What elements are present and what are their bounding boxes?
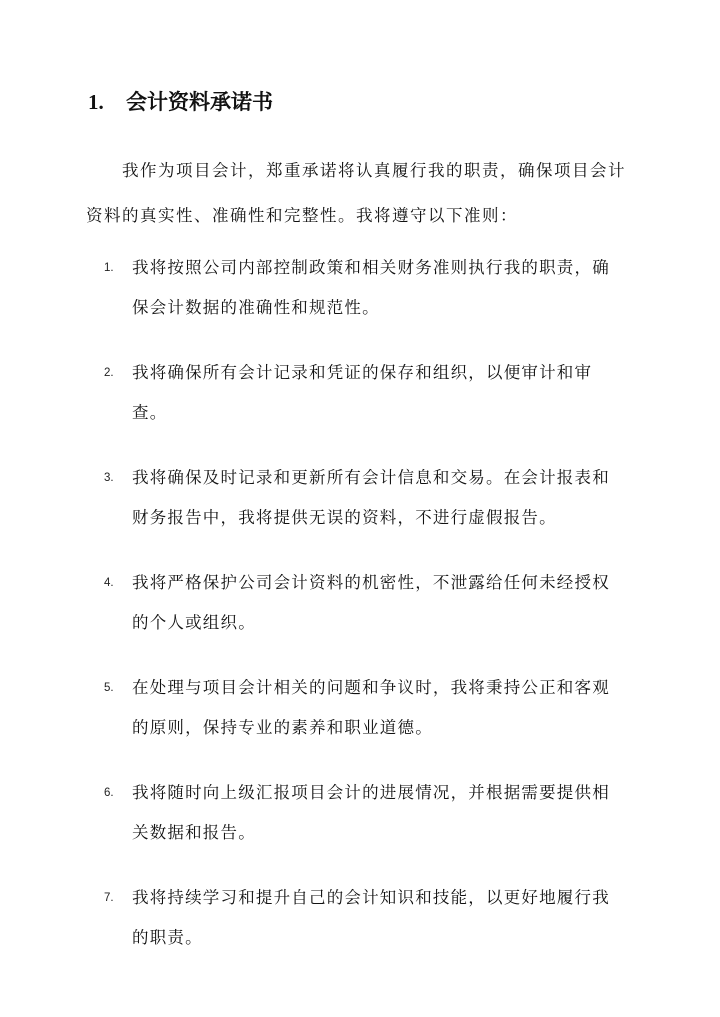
list-item-number: 3. <box>104 472 114 484</box>
pledge-list <box>104 248 624 983</box>
section-title: 会计资料承诺书 <box>126 90 273 114</box>
list-item-number: 5. <box>104 682 114 694</box>
list-item-text: 我将确保所有会计记录和凭证的保存和组织，以便审计和审查。 <box>132 363 593 422</box>
list-item-number: 7. <box>104 892 114 904</box>
list-item-number: 2. <box>104 367 114 379</box>
list-item <box>104 773 624 853</box>
list-item-number: 1. <box>104 262 114 274</box>
list-item-text: 我将持续学习和提升自己的会计知识和技能，以更好地履行我的职责。 <box>132 888 610 947</box>
list-item-text: 我将随时向上级汇报项目会计的进展情况，并根据需要提供相关数据和报告。 <box>132 783 610 842</box>
list-item-text: 我将按照公司内部控制政策和相关财务准则执行我的职责，确保会计数据的准确性和规范性。 <box>132 258 610 317</box>
list-item <box>104 248 624 328</box>
intro-paragraph: 我作为项目会计，郑重承诺将认真履行我的职责，确保项目会计资料的真实性、准确性和完整性。我将遵守以下准则： <box>86 161 626 225</box>
list-item-number: 6. <box>104 787 114 799</box>
list-item-number: 4. <box>104 577 114 589</box>
list-item <box>104 353 624 433</box>
list-item-text: 我将严格保护公司会计资料的机密性，不泄露给任何未经授权的个人或组织。 <box>132 573 610 632</box>
section-heading <box>88 86 273 118</box>
list-item <box>104 563 624 643</box>
list-item-text: 在处理与项目会计相关的问题和争议时，我将秉持公正和客观的原则，保持专业的素养和职业道德。 <box>132 678 610 737</box>
list-item <box>104 458 624 538</box>
list-item <box>104 878 624 958</box>
list-item <box>104 668 624 748</box>
section-number: 1. <box>88 90 104 114</box>
list-item-text: 我将确保及时记录和更新所有会计信息和交易。在会计报表和财务报告中，我将提供无误的资料，不进行虚假报告。 <box>132 468 610 527</box>
